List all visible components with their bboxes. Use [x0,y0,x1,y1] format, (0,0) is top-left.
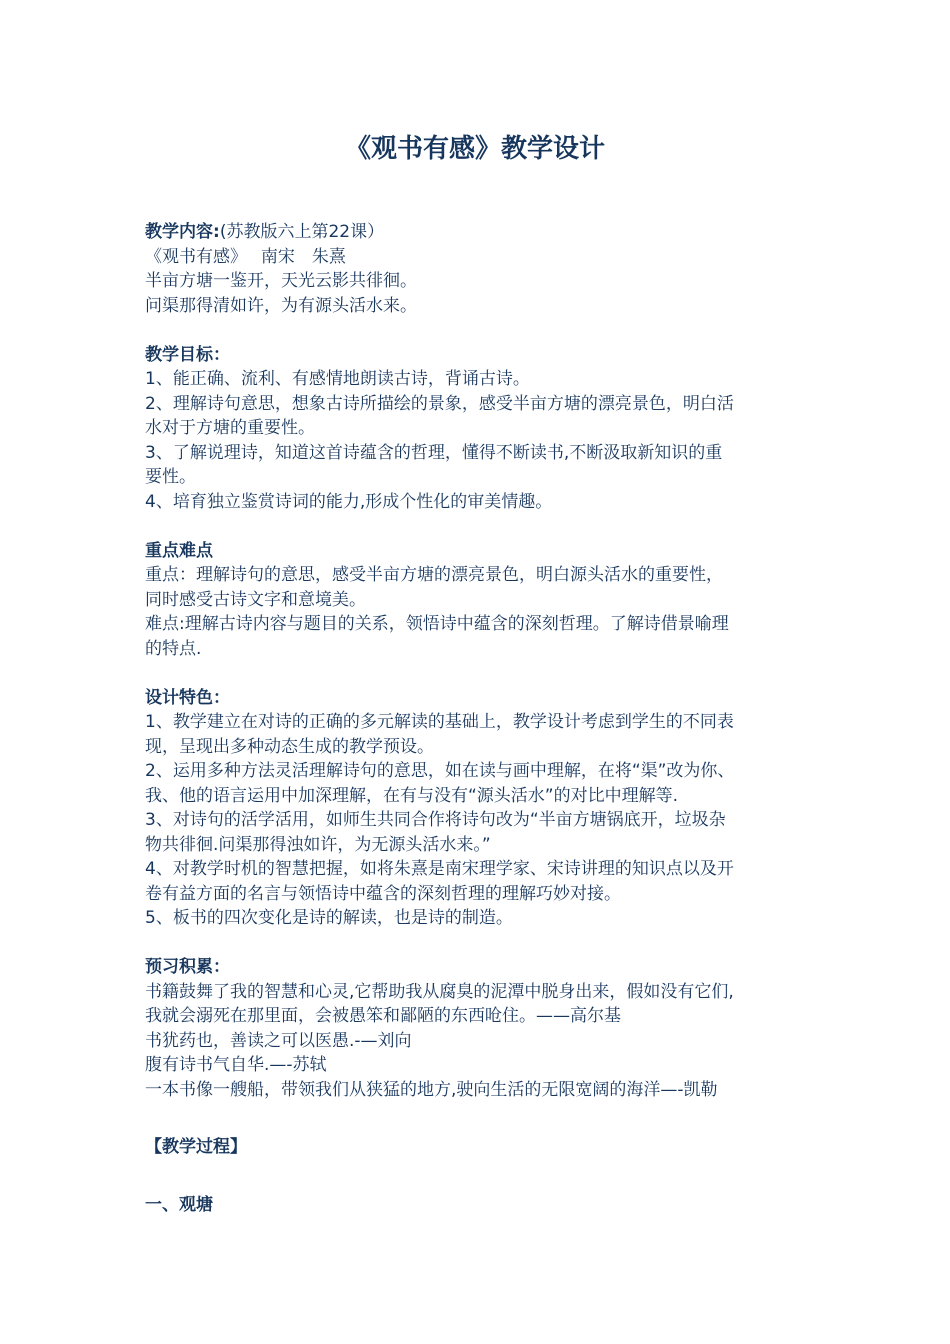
spacer [145,931,835,956]
feature-line: 我、他的语言运用中加深理解，在有与没有“源头活水”的对比中理解等. [145,785,679,806]
poem-line: 问渠那得清如许，为有源头活水来。 [145,295,417,316]
feature-line: 1、教学建立在对诗的正确的多元解读的基础上，教学设计考虑到学生的不同表 [145,712,734,732]
content-line [145,220,835,245]
spacer [145,318,835,343]
goal-line: 1、能正确、流利、有感情地朗读古诗，背诵古诗。 [145,369,530,389]
feature-line: 物共徘徊.问渠那得浊如许，为无源头活水来。” [145,834,491,855]
key-point-line: 难点:理解古诗内容与题目的关系，领悟诗中蕴含的深刻哲理。了解诗借景喻理 [145,614,729,634]
goal-line: 水对于方塘的重要性。 [145,418,315,438]
poem-line: 半亩方塘一鉴开，天光云影共徘徊。 [145,271,417,291]
goal-line: 3、了解说理诗，知道这首诗蕴含的哲理，懂得不断读书,不断汲取新知识的重 [145,442,723,463]
content-label: 教学内容: [145,222,220,242]
spacer [145,1160,835,1193]
goal-line: 要性。 [145,467,196,487]
feature-line: 4、对教学时机的智慧把握，如将朱熹是南宋理学家、宋诗讲理的知识点以及开 [145,859,734,879]
section-heading-process: 【教学过程】 [145,1137,247,1157]
quote-line: 书籍鼓舞了我的智慧和心灵,它帮助我从腐臭的泥潭中脱身出来，假如没有它们, [145,981,734,1002]
document-title: 《观书有感》教学设计 [344,134,605,164]
document-body [145,220,835,1217]
quote-line: 腹有诗书气自华.—-苏轼 [145,1055,327,1075]
spacer [145,1102,835,1135]
subsection-heading: 一、观塘 [145,1194,213,1215]
feature-line: 5、板书的四次变化是诗的解读，也是诗的制造。 [145,908,513,928]
feature-line: 现，呈现出多种动态生成的教学预设。 [145,736,434,757]
key-point-line: 同时感受古诗文字和意境美。 [145,589,366,610]
key-point-line: 重点：理解诗句的意思，感受半亩方塘的漂亮景色，明白源头活水的重要性， [145,565,723,585]
poem-title: 《观书有感》 南宋 朱熹 [145,246,346,267]
section-heading-features: 设计特色： [145,687,230,708]
key-point-line: 的特点. [145,638,202,659]
section-heading-goals: 教学目标： [145,344,230,365]
section-heading-preview: 预习积累： [145,957,230,977]
goal-line: 4、培育独立鉴赏诗词的能力,形成个性化的审美情趣。 [145,491,553,512]
quote-line: 一本书像一艘船，带领我们从狭猛的地方,驶向生活的无限宽阔的海洋—-凯勒 [145,1079,718,1100]
section-heading-key-points: 重点难点 [145,540,213,561]
spacer [145,661,835,686]
quote-line: 我就会溺死在那里面，会被愚笨和鄙陋的东西呛住。——高尔基 [145,1006,621,1026]
quote-line: 书犹药也，善读之可以医愚.-—刘向 [145,1030,412,1051]
spacer [145,514,835,539]
goal-line: 2、理解诗句意思，想象古诗所描绘的景象，感受半亩方塘的漂亮景色，明白活 [145,393,734,414]
content-note: (苏教版六上第22课） [219,222,385,242]
feature-line: 2、运用多种方法灵活理解诗句的意思，如在读与画中理解，在将“渠”改为你、 [145,761,735,781]
feature-line: 3、对诗句的活学活用，如师生共同合作将诗句改为“半亩方塘锅底开，垃圾杂 [145,810,726,830]
feature-line: 卷有益方面的名言与领悟诗中蕴含的深刻哲理的理解巧妙对接。 [145,883,621,904]
